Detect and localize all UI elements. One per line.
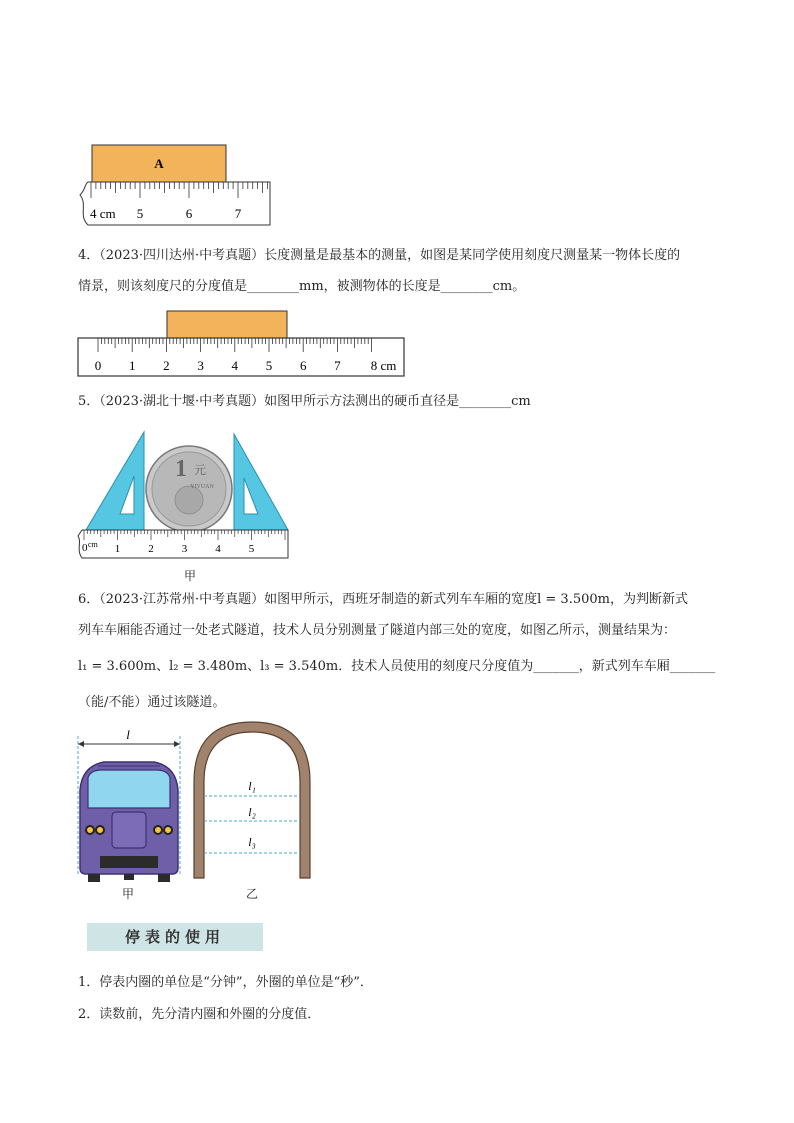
ruler-q4-label: 3 (197, 358, 204, 373)
train-width-label: l (126, 727, 130, 742)
coin-text: YIYUAN (190, 484, 214, 490)
q4-line2: 情景，则该刻度尺的分度值是________mm，被测物体的长度是________cm。 (78, 279, 526, 294)
ruler-q5-label: 2 (148, 543, 154, 555)
ruler-q5-label: 5 (248, 543, 255, 555)
ruler-q4-label: 7 (334, 358, 341, 373)
train-left-lamp (86, 826, 94, 834)
ruler-q4-label: 2 (163, 358, 170, 373)
ruler-q4-label: 0 (94, 358, 102, 373)
q6-line2: 列车车厢能否通过一处老式隧道，技术人员分别测量了隧道内部三处的宽度，如图乙所示，测量结果为： (78, 623, 677, 638)
ruler-q4-label: 8 cm (370, 358, 397, 373)
ruler-a-label-4cm: 4 cm (90, 206, 116, 221)
q6-line1: 6．（2023·江苏常州·中考真题）如图甲所示，西班牙制造的新式列车车厢的宽度l = 3.500m，为判断新式 (78, 592, 688, 607)
q6-line3: l₁ = 3.600m、l₂ = 3.480m、l₃ = 3.540m．技术人员使用的刻度尺分度值为_______，新式列车车厢_______ (78, 659, 716, 674)
block-a-label: A (154, 156, 164, 171)
ruler-q4-label: 1 (128, 358, 136, 373)
train-door (112, 812, 146, 848)
section-item-2: 2．读数前，先分清内圈和外圈的分度值． (78, 1007, 321, 1022)
coin-char: 元 (193, 463, 207, 477)
ruler-q5-label: 4 (215, 543, 221, 555)
ruler-a-label-6: 6 (185, 206, 193, 221)
ruler-q5-label: 1 (114, 543, 121, 555)
ruler-a-label-7: 7 (234, 206, 242, 221)
section-title: 停表的使用 (87, 923, 263, 951)
ruler-a-figure (74, 143, 274, 233)
ruler-q4-label: 6 (299, 358, 307, 373)
tunnel-caption: 乙 (246, 887, 259, 901)
q6-line4: （能/不能）通过该隧道。 (78, 695, 226, 710)
right-set-square (234, 434, 288, 530)
q5-text: 5．（2023·湖北十堰·中考真题）如图甲所示方法测出的硬币直径是________cm (78, 394, 531, 409)
q5-caption: 甲 (184, 569, 197, 583)
train-right-lamp (154, 826, 162, 834)
coin-numeral: 1 (175, 456, 187, 482)
section-item-1: 1．停表内圈的单位是“分钟”，外圈的单位是“秒”． (78, 975, 373, 990)
q4-ruler-body (78, 338, 404, 376)
ruler-q4-figure (76, 310, 408, 378)
q5-ruler-label-cm: cm (88, 540, 98, 549)
train-caption: 甲 (122, 887, 135, 901)
train-figure (74, 726, 186, 904)
ruler-a-label-5: 5 (136, 206, 144, 221)
q4-line1: 4．（2023·四川达州·中考真题）长度测量是最基本的测量，如图是某同学使用刻度尺测量某一物体长度的 (78, 248, 681, 263)
tunnel-label-l1: l₁ (248, 779, 256, 793)
train-windshield (88, 770, 170, 808)
tunnel-label-l3: l₃ (248, 835, 256, 849)
tunnel-figure (190, 720, 314, 884)
q4-object-block (167, 311, 287, 338)
ruler-q4-label: 5 (265, 358, 273, 373)
ruler-q4-label: 4 (231, 358, 239, 373)
ruler-q5-label: 3 (181, 543, 188, 555)
left-set-square (86, 432, 144, 530)
q5-ruler-label-0: 0 (82, 542, 88, 554)
tunnel-label-l2: l₂ (248, 805, 256, 819)
coin-measure-figure (76, 430, 292, 562)
tunnel-arch (194, 722, 310, 878)
